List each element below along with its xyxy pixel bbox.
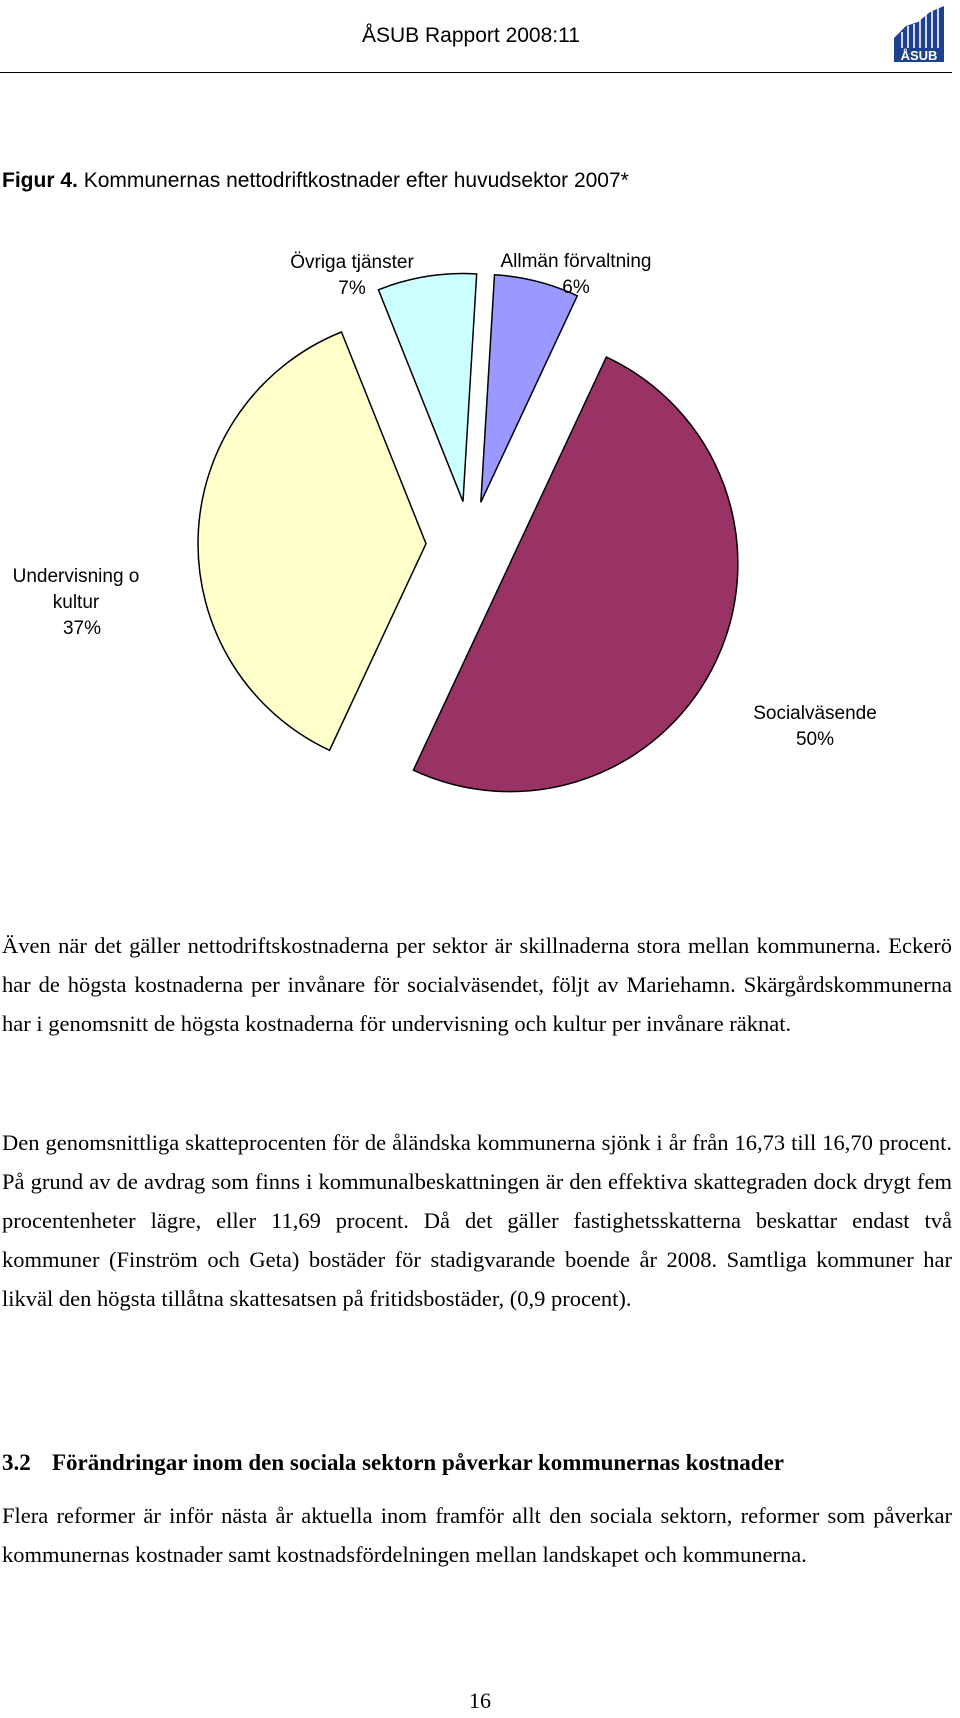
slice-label-ovriga-tjanster-name: Övriga tjänster [290,252,414,273]
section-heading [2,1450,784,1476]
section-title: Förändringar inom den sociala sektorn påverkar kommunernas kostnader [52,1450,785,1475]
figure-caption-text: Kommunernas nettodriftkostnader efter huvudsektor 2007* [83,169,629,192]
asub-logo [888,4,948,66]
figure-label: Figur 4. [2,169,78,192]
logo-wordmark: ÅSUB [900,48,938,63]
paragraph-sector-costs: Även när det gäller nettodriftskostnaderna per sektor är skillnaderna stora mellan kommunerna. Eckerö har de högsta kostnaderna per invånare för socialväsendet, följt av Mariehamn. Skärgårdskommunerna har i genomsnitt de högsta kostnaderna för undervisning och kultur per invånare räknat. [2,933,952,1036]
paragraph-tax-rate: Den genomsnittliga skatteprocenten för de åländska kommunerna sjönk i år från 16,73 till 16,70 procent. På grund av de avdrag som finns i kommunalbeskattningen är den effektiva skattegraden dock drygt fem procentenheter lägre, eller 11,69 procent. Då det gäller fastighetsskatterna beskattar endast två kommuner (Finström och Geta) bostäder för stadigvarande boende år 2008. Samtliga kommuner har likväl den högsta tillåtna skattesatsen på fritidsbostäder, (0,9 procent). [2,1130,952,1311]
section-number: 3.2 [2,1450,31,1475]
header-divider [0,72,952,73]
page-number: 16 [469,1688,491,1713]
slice-label-undervisning-name-1: Undervisning o [12,566,140,587]
figure-caption [2,169,629,193]
slice-label-undervisning-name-2: kultur [52,592,100,613]
report-title: ÅSUB Rapport 2008:11 [362,24,580,47]
slice-label-socialvasende-pct: 50% [795,729,835,750]
pie-slice-undervisning-o-kultur [198,332,426,750]
slice-label-undervisning-pct: 37% [62,618,102,639]
pie-chart [0,230,960,870]
slice-label-allman-forvaltning-pct: 6% [562,277,590,298]
slice-label-allman-forvaltning-name: Allmän förvaltning [500,251,652,272]
slice-label-ovriga-tjanster-pct: 7% [338,278,366,299]
slice-label-socialvasende-name: Socialväsende [753,703,877,724]
paragraph-reforms: Flera reformer är inför nästa år aktuella inom framför allt den sociala sektorn, reformer som påverkar kommunernas kostnader samt kostnadsfördelningen mellan landskapet och kommunerna. [2,1503,952,1567]
